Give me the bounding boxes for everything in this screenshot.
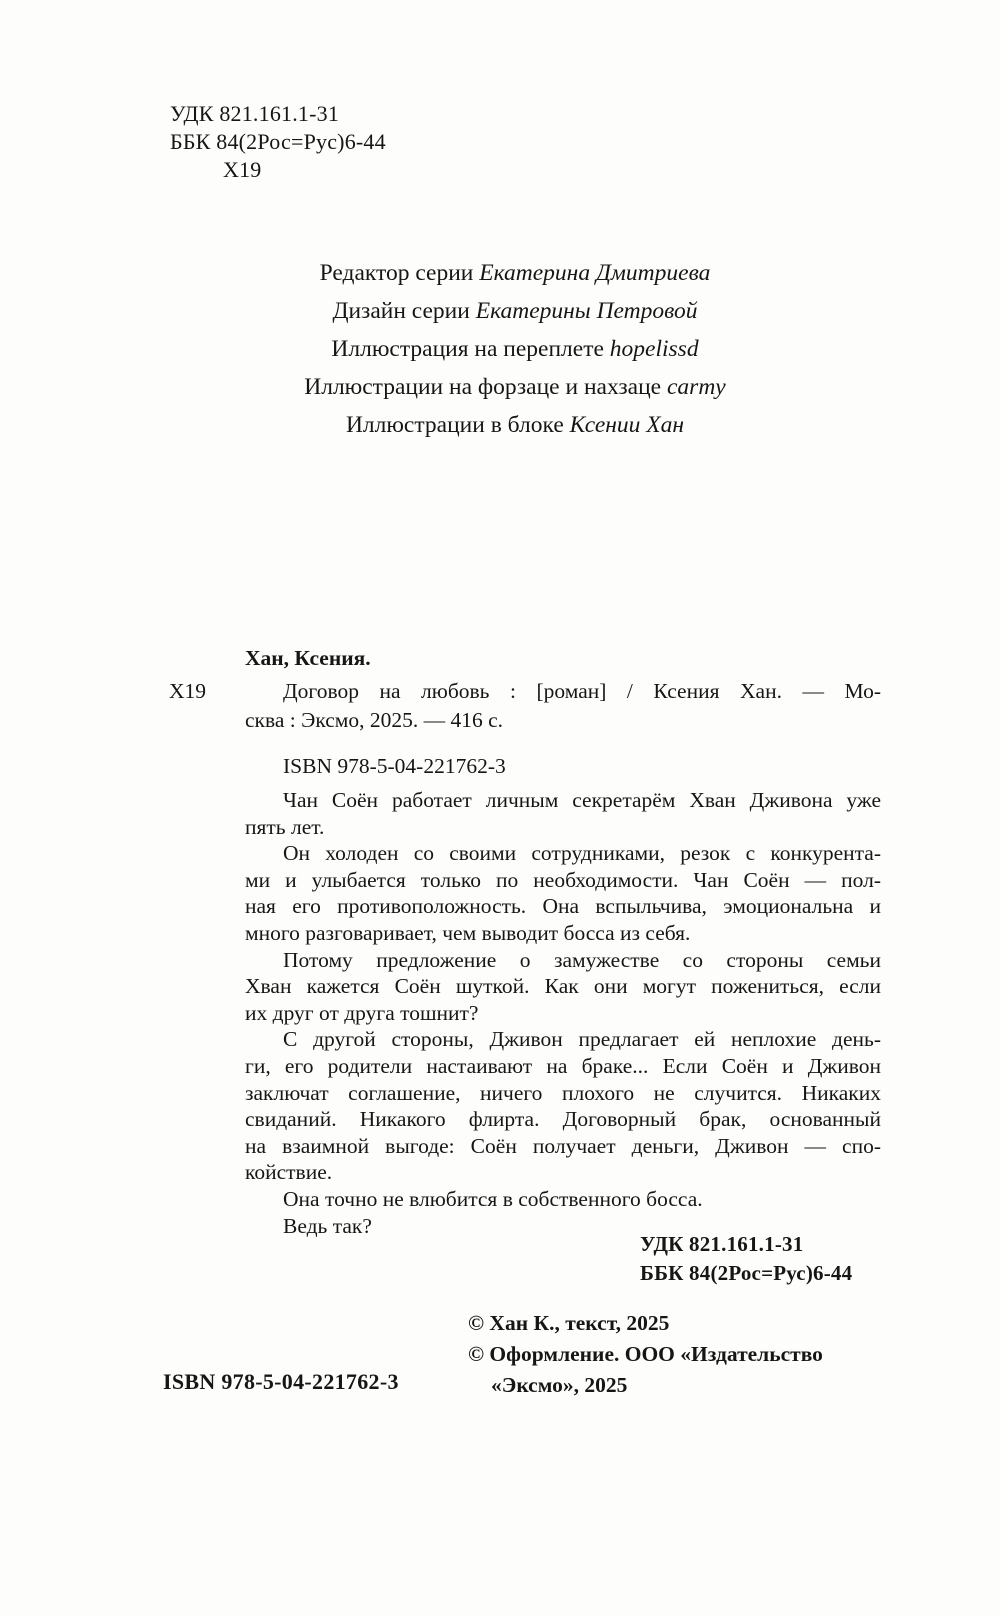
annotation-paragraph: [245, 1186, 881, 1213]
credit-name: Екатерина Дмитриева: [479, 260, 711, 286]
bbk-code-bottom: ББК 84(2Рос=Рус)6-44: [640, 1261, 853, 1285]
credit-line: [65, 368, 965, 406]
top-codes-block: [170, 100, 386, 184]
annotation-paragraph: [245, 840, 881, 946]
annotation-line: Чан Соён работает личным секретарём Хван Дживона уже: [283, 788, 881, 812]
credit-role: Иллюстрация на переплете: [331, 336, 610, 362]
bbk-code-top: ББК 84(2Рос=Рус)6-44: [170, 129, 386, 154]
annotation-line: Она точно не влюбится в собственного босса.: [283, 1186, 703, 1211]
annotation-line: Хван кажется Соён шуткой. Как они могут пожениться, если: [245, 974, 881, 999]
annotation-line: Потому предложение о замужестве со стороны семьи: [283, 947, 881, 972]
credit-name: carmy: [667, 374, 726, 400]
annotation-paragraph: [245, 1026, 881, 1186]
annotation-line: свиданий. Никакого флирта. Договорный брак, основанный: [245, 1107, 881, 1132]
copyright-text-line: © Хан К., текст, 2025: [468, 1311, 670, 1335]
annotation-paragraph: [245, 947, 881, 1027]
credit-name: Ксении Хан: [569, 412, 685, 438]
isbn-catalog: ISBN 978-5-04-221762-3: [283, 753, 506, 778]
credit-role: Иллюстрации на форзаце и нахзаце: [304, 374, 667, 400]
credit-line: [65, 254, 965, 292]
credit-line: [65, 330, 965, 368]
author-sign-margin: Х19: [169, 678, 207, 703]
footer-codes-block: [640, 1230, 852, 1288]
annotation-paragraph: [245, 787, 881, 840]
credit-role: Редактор серии: [319, 260, 480, 286]
udk-code-top: УДК 821.161.1-31: [170, 101, 340, 126]
annotation-line: пять лет.: [245, 814, 325, 839]
annotation-line: ная его противоположность. Она вспыльчива, эмоциональна и: [245, 894, 881, 919]
annotation-line: Он холоден со своими сотрудниками, резок с конкурента-: [283, 841, 881, 866]
catalog-description: [245, 677, 881, 736]
annotation-line: ги, его родители настаивают на браке... Если Соён и Дживон: [245, 1053, 881, 1078]
annotation-line: заключат соглашение, ничего плохого не случится. Никаких: [245, 1080, 881, 1105]
annotation-line: на взаимной выгоде: Соён получает деньги, Дживон — спо-: [245, 1133, 881, 1158]
copyright-design-line-2: «Эксмо», 2025: [491, 1373, 628, 1397]
isbn-bottom: ISBN 978-5-04-221762-3: [163, 1369, 399, 1394]
annotation: [245, 787, 881, 1239]
annotation-line: много разговаривает, чем выводит босса из себя.: [245, 920, 691, 945]
credit-name: hopelissd: [609, 336, 699, 362]
catalog-author: Хан, Ксения.: [245, 646, 371, 670]
credit-line: [65, 406, 965, 444]
annotation-line: их друг от друга тошнит?: [245, 1000, 479, 1025]
catalog-description-wrap: [169, 677, 881, 736]
annotation-line: С другой стороны, Дживон предлагает ей неплохие день-: [283, 1027, 881, 1052]
series-credits: [65, 254, 965, 444]
credit-line: [65, 292, 965, 330]
catalog-description-line: Договор на любовь : [роман] / Ксения Хан. — Мо-: [283, 678, 881, 703]
catalog-description-line: сква : Эксмо, 2025. — 416 с.: [245, 708, 504, 732]
credit-role: Иллюстрации в блоке: [345, 412, 570, 438]
copyright-design-line: © Оформление. ООО «Издательство: [468, 1342, 823, 1366]
copyright-block: [468, 1308, 823, 1401]
credit-role: Дизайн серии: [332, 298, 476, 324]
catalog-entry: [169, 644, 881, 781]
credit-name: Екатерины Петровой: [475, 298, 698, 324]
udk-code-bottom: УДК 821.161.1-31: [640, 1232, 804, 1256]
annotation-line: койствие.: [245, 1160, 333, 1185]
author-sign-top: Х19: [223, 157, 262, 182]
annotation-line: Ведь так?: [283, 1213, 372, 1238]
annotation-line: ми и улыбается только по необходимости. Чан Соён — пол-: [245, 867, 881, 892]
